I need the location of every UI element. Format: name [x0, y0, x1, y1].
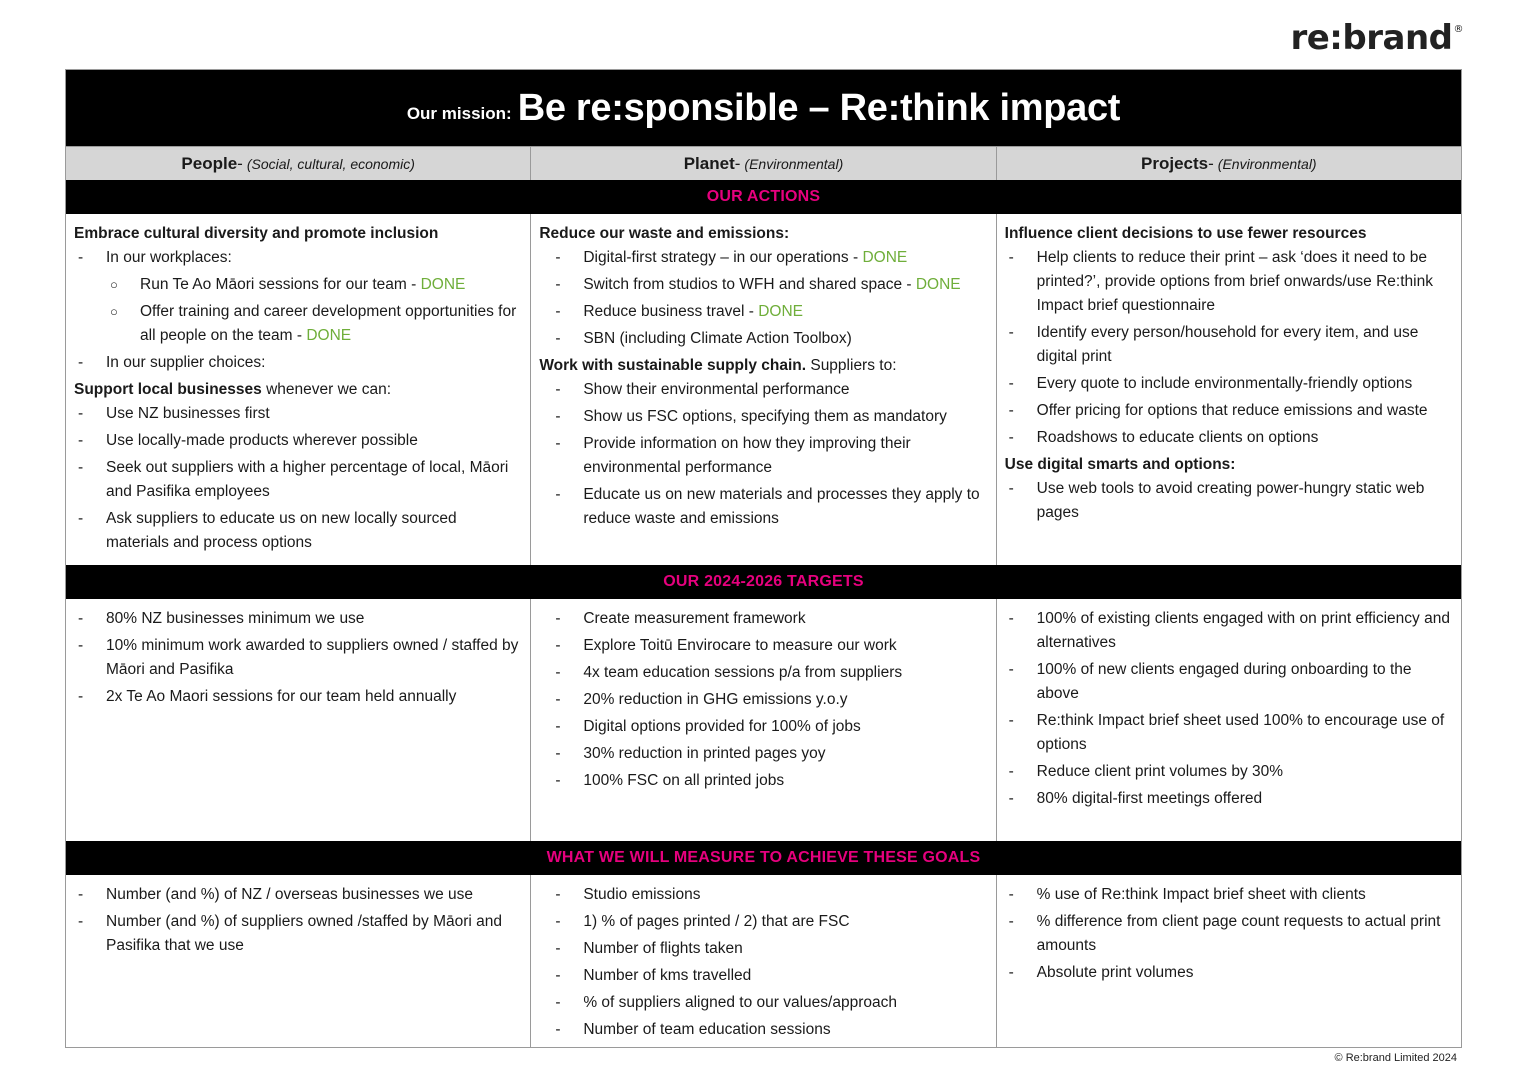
list-item: - Provide information on how they improving their environmental performance	[539, 432, 987, 480]
actions-planet-cell	[531, 214, 996, 565]
cell-heading: Influence client decisions to use fewer resources	[1004, 225, 1367, 242]
list-item: - Number of flights taken	[539, 937, 987, 961]
done-status: DONE	[915, 276, 961, 293]
done-status: DONE	[306, 327, 352, 344]
list-item: - 2x Te Ao Maori sessions for our team held annually	[74, 685, 522, 709]
list-item: - 100% FSC on all printed jobs	[539, 769, 987, 793]
list-item: - 10% minimum work awarded to suppliers owned / staffed by Māori and Pasifika	[74, 634, 522, 682]
sub-list-item: ○ Run Te Ao Māori sessions for our team - DONE	[74, 273, 522, 297]
column-headers	[66, 146, 1461, 180]
list-item: - Help clients to reduce their print – ask ‘does it need to be printed?’, provide options from brief onwards/use Re:think Impact brief questionnaire	[1005, 246, 1453, 318]
list-item: - Roadshows to educate clients on options	[1005, 426, 1453, 450]
list-item: - Educate us on new materials and processes they apply to reduce waste and emissions	[539, 483, 987, 531]
actions-people-cell	[66, 214, 531, 565]
copyright-footer: © Re:brand Limited 2024	[1334, 1052, 1457, 1064]
list-item: - Create measurement framework	[539, 607, 987, 631]
targets-people-cell	[66, 599, 531, 841]
measure-projects-cell	[997, 875, 1461, 1048]
cell-heading: Embrace cultural diversity and promote inclusion	[74, 225, 439, 242]
list-item: - Reduce business travel - DONE	[539, 300, 987, 324]
list-item: - Every quote to include environmentally-friendly options	[1005, 372, 1453, 396]
done-status: DONE	[862, 249, 908, 266]
sustainability-plan-table	[65, 69, 1462, 1048]
list-item: - Show their environmental performance	[539, 378, 987, 402]
section-band-actions: OUR ACTIONS	[66, 180, 1461, 214]
list-item: - Re:think Impact brief sheet used 100% to encourage use of options	[1005, 709, 1453, 757]
actions-projects-cell	[997, 214, 1461, 565]
section-band-measure: WHAT WE WILL MEASURE TO ACHIEVE THESE GOALS	[66, 841, 1461, 875]
targets-row	[66, 599, 1461, 841]
list-item: - Identify every person/household for every item, and use digital print	[1005, 321, 1453, 369]
list-item: - % use of Re:think Impact brief sheet with clients	[1005, 883, 1453, 907]
list-item: - Use locally-made products wherever possible	[74, 429, 522, 453]
list-item: - In our supplier choices:	[74, 351, 522, 375]
list-item: - Digital-first strategy – in our operations - DONE	[539, 246, 987, 270]
list-item: - Number of kms travelled	[539, 964, 987, 988]
list-item: - 100% of existing clients engaged with on print efficiency and alternatives	[1005, 607, 1453, 655]
cell-subheading: Work with sustainable supply chain. Suppliers to:	[539, 357, 897, 374]
list-item: - In our workplaces:	[74, 246, 522, 270]
list-item: - 4x team education sessions p/a from suppliers	[539, 661, 987, 685]
actions-row	[66, 214, 1461, 565]
targets-planet-cell	[531, 599, 996, 841]
done-status: DONE	[420, 276, 466, 293]
list-item: - Explore Toitū Envirocare to measure our work	[539, 634, 987, 658]
targets-projects-cell	[997, 599, 1461, 841]
measure-planet-cell	[531, 875, 996, 1048]
column-header-planet: Planet - (Environmental)	[531, 147, 996, 180]
list-item: - Number of team education sessions	[539, 1018, 987, 1042]
cell-subheading: Use digital smarts and options:	[1004, 456, 1236, 473]
list-item: - 100% of new clients engaged during onboarding to the above	[1005, 658, 1453, 706]
cell-heading: Reduce our waste and emissions:	[539, 225, 790, 242]
list-item: - Reduce client print volumes by 30%	[1005, 760, 1453, 784]
column-header-people: People - (Social, cultural, economic)	[66, 147, 531, 180]
list-item: - 80% digital-first meetings offered	[1005, 787, 1453, 811]
section-band-targets: OUR 2024-2026 TARGETS	[66, 565, 1461, 599]
measure-people-cell	[66, 875, 531, 1048]
cell-subheading: Support local businesses whenever we can:	[74, 381, 392, 398]
list-item: - SBN (including Climate Action Toolbox)	[539, 327, 987, 351]
done-status: DONE	[758, 303, 804, 320]
rebrand-logo: re:brand®	[1290, 18, 1463, 58]
list-item: - Number (and %) of suppliers owned /staffed by Māori and Pasifika that we use	[74, 910, 522, 958]
list-item: - % of suppliers aligned to our values/approach	[539, 991, 987, 1015]
sub-list-item: ○ Offer training and career development opportunities for all people on the team - DONE	[74, 300, 522, 348]
list-item: - Offer pricing for options that reduce emissions and waste	[1005, 399, 1453, 423]
mission-banner	[66, 70, 1461, 146]
list-item: - Seek out suppliers with a higher percentage of local, Māori and Pasifika employees	[74, 456, 522, 504]
list-item: - Show us FSC options, specifying them as mandatory	[539, 405, 987, 429]
list-item: - 20% reduction in GHG emissions y.o.y	[539, 688, 987, 712]
measure-row	[66, 875, 1461, 1048]
list-item: - Digital options provided for 100% of jobs	[539, 715, 987, 739]
mission-label: Our mission:	[406, 104, 512, 123]
column-header-projects: Projects - (Environmental)	[1141, 153, 1317, 173]
list-item: - Studio emissions	[539, 883, 987, 907]
list-item: - 80% NZ businesses minimum we use	[74, 607, 522, 631]
list-item: - Switch from studios to WFH and shared space - DONE	[539, 273, 987, 297]
list-item: - Absolute print volumes	[1005, 961, 1453, 985]
list-item: - Use web tools to avoid creating power-hungry static web pages	[1005, 477, 1453, 525]
list-item: - 1) % of pages printed / 2) that are FSC	[539, 910, 987, 934]
list-item: - % difference from client page count requests to actual print amounts	[1005, 910, 1453, 958]
list-item: - 30% reduction in printed pages yoy	[539, 742, 987, 766]
list-item: - Use NZ businesses first	[74, 402, 522, 426]
list-item: - Ask suppliers to educate us on new locally sourced materials and process options	[74, 507, 522, 555]
mission-title: Be re:sponsible – Re:think impact	[517, 86, 1121, 129]
list-item: - Number (and %) of NZ / overseas businesses we use	[74, 883, 522, 907]
